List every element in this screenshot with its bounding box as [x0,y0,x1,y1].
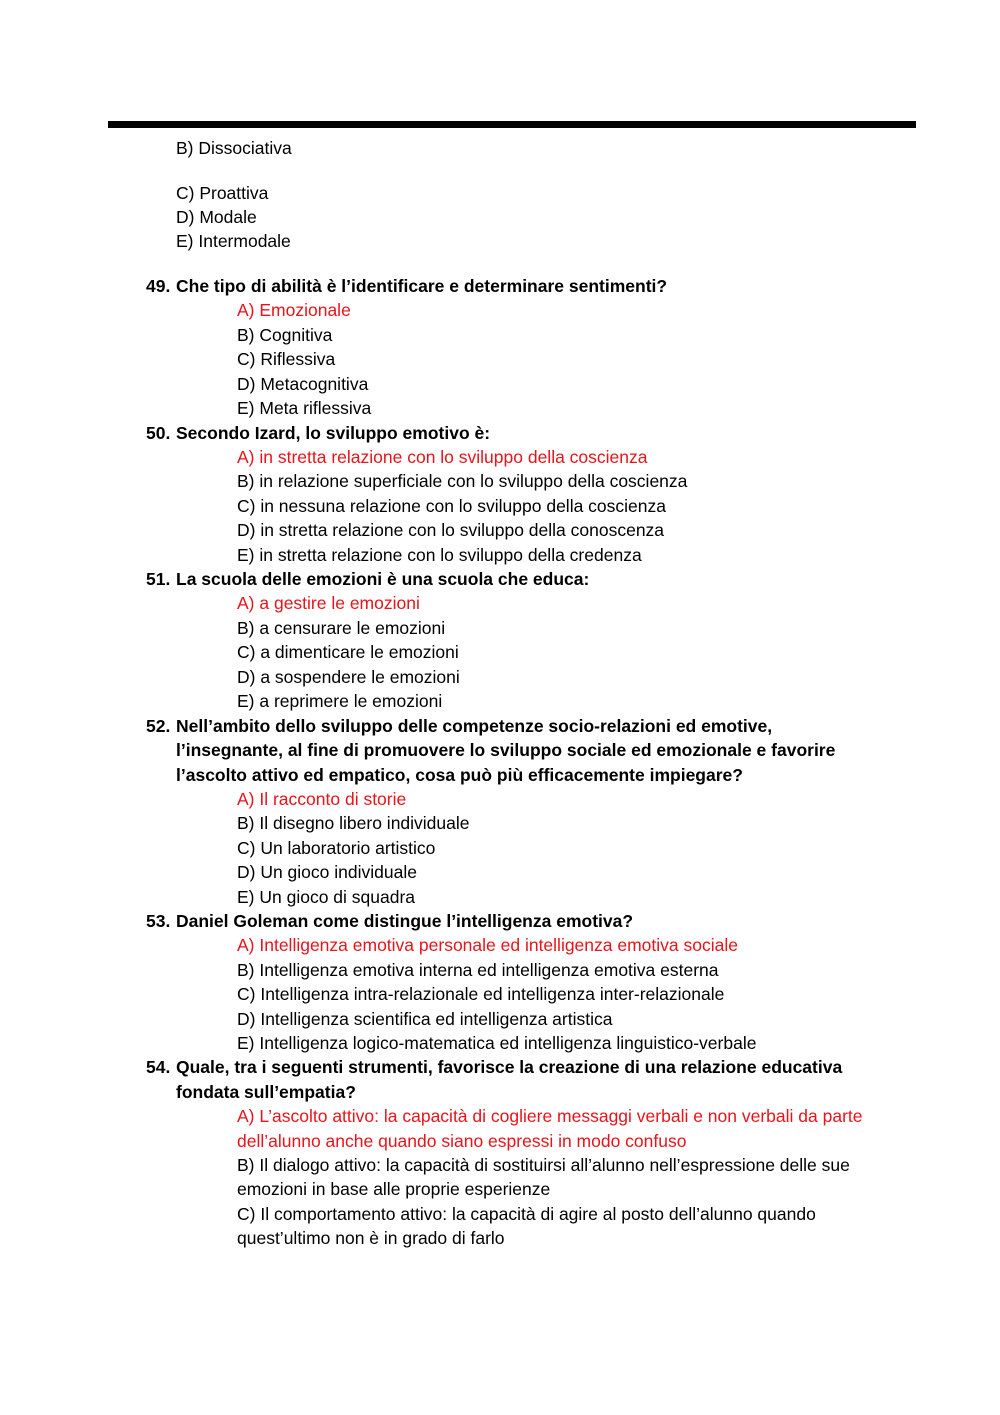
question-number: 53. [146,911,171,931]
answer-option: C) Un laboratorio artistico [237,838,436,858]
answer-option: D) Un gioco individuale [237,862,417,882]
answer-option: C) Intelligenza intra-relazionale ed intelligenza inter-relazionale [237,984,725,1004]
correct-answer: A) L’ascolto attivo: la capacità di cogliere messaggi verbali e non verbali da parte [237,1106,863,1126]
question-number: 52. [146,716,171,736]
question-text: Secondo Izard, lo sviluppo emotivo è: [176,423,491,443]
answer-option: B) Cognitiva [237,325,333,345]
answer-option: C) Riflessiva [237,349,336,369]
question-text: La scuola delle emozioni è una scuola che educa: [176,569,590,589]
question-number: 51. [146,569,171,589]
question-text: Daniel Goleman come distingue l’intelligenza emotiva? [176,911,634,931]
answer-option: B) Il dialogo attivo: la capacità di sostituirsi all’alunno nell’espressione delle sue [237,1155,850,1175]
answer-option-continued: quest’ultimo non è in grado di farlo [237,1228,505,1248]
answer-option: C) Il comportamento attivo: la capacità di agire al posto dell’alunno quando [237,1204,816,1224]
answer-option: E) Intelligenza logico-matematica ed intelligenza linguistico-verbale [237,1033,757,1053]
question-number: 49. [146,276,171,296]
answer-option: E) in stretta relazione con lo sviluppo della credenza [237,545,642,565]
answer-option: E) a reprimere le emozioni [237,691,443,711]
question-number: 54. [146,1057,171,1077]
answer-option: B) in relazione superficiale con lo sviluppo della coscienza [237,471,688,491]
question-text: Che tipo di abilità è l’identificare e determinare sentimenti? [176,276,668,296]
answer-option: C) in nessuna relazione con lo sviluppo della coscienza [237,496,666,516]
answer-option: D) a sospendere le emozioni [237,667,460,687]
question-text: l’insegnante, al fine di promuovere lo sviluppo sociale ed emozionale e favorire [176,740,836,760]
answer-option: E) Meta riflessiva [237,398,372,418]
question-text: Nell’ambito dello sviluppo delle competenze socio-relazioni ed emotive, [176,716,773,736]
question-text: fondata sull’empatia? [176,1082,356,1102]
answer-option: E) Un gioco di squadra [237,887,416,907]
answer-option: D) Intelligenza scientifica ed intelligenza artistica [237,1009,613,1029]
question-text: l’ascolto attivo ed empatico, cosa può più efficacemente impiegare? [176,765,743,785]
correct-answer: A) Intelligenza emotiva personale ed intelligenza emotiva sociale [237,935,738,955]
option-line: D) Modale [176,207,257,227]
answer-option: B) a censurare le emozioni [237,618,446,638]
correct-answer: A) Emozionale [237,300,351,320]
option-line: E) Intermodale [176,231,291,251]
answer-option: D) in stretta relazione con lo sviluppo della conoscenza [237,520,665,540]
answer-option-continued: emozioni in base alle proprie esperienze [237,1179,551,1199]
question-text: Quale, tra i seguenti strumenti, favorisce la creazione di una relazione educativa [176,1057,843,1077]
answer-option: B) Intelligenza emotiva interna ed intelligenza emotiva esterna [237,960,719,980]
correct-answer: A) Il racconto di storie [237,789,407,809]
correct-answer: A) in stretta relazione con lo sviluppo della coscienza [237,447,648,467]
option-line: C) Proattiva [176,183,269,203]
correct-answer-continued: dell’alunno anche quando siano espressi in modo confuso [237,1131,687,1151]
header-rule [108,121,916,128]
option-line: B) Dissociativa [176,138,292,158]
question-number: 50. [146,423,171,443]
answer-option: C) a dimenticare le emozioni [237,642,459,662]
correct-answer: A) a gestire le emozioni [237,593,420,613]
answer-option: B) Il disegno libero individuale [237,813,470,833]
answer-option: D) Metacognitiva [237,374,369,394]
